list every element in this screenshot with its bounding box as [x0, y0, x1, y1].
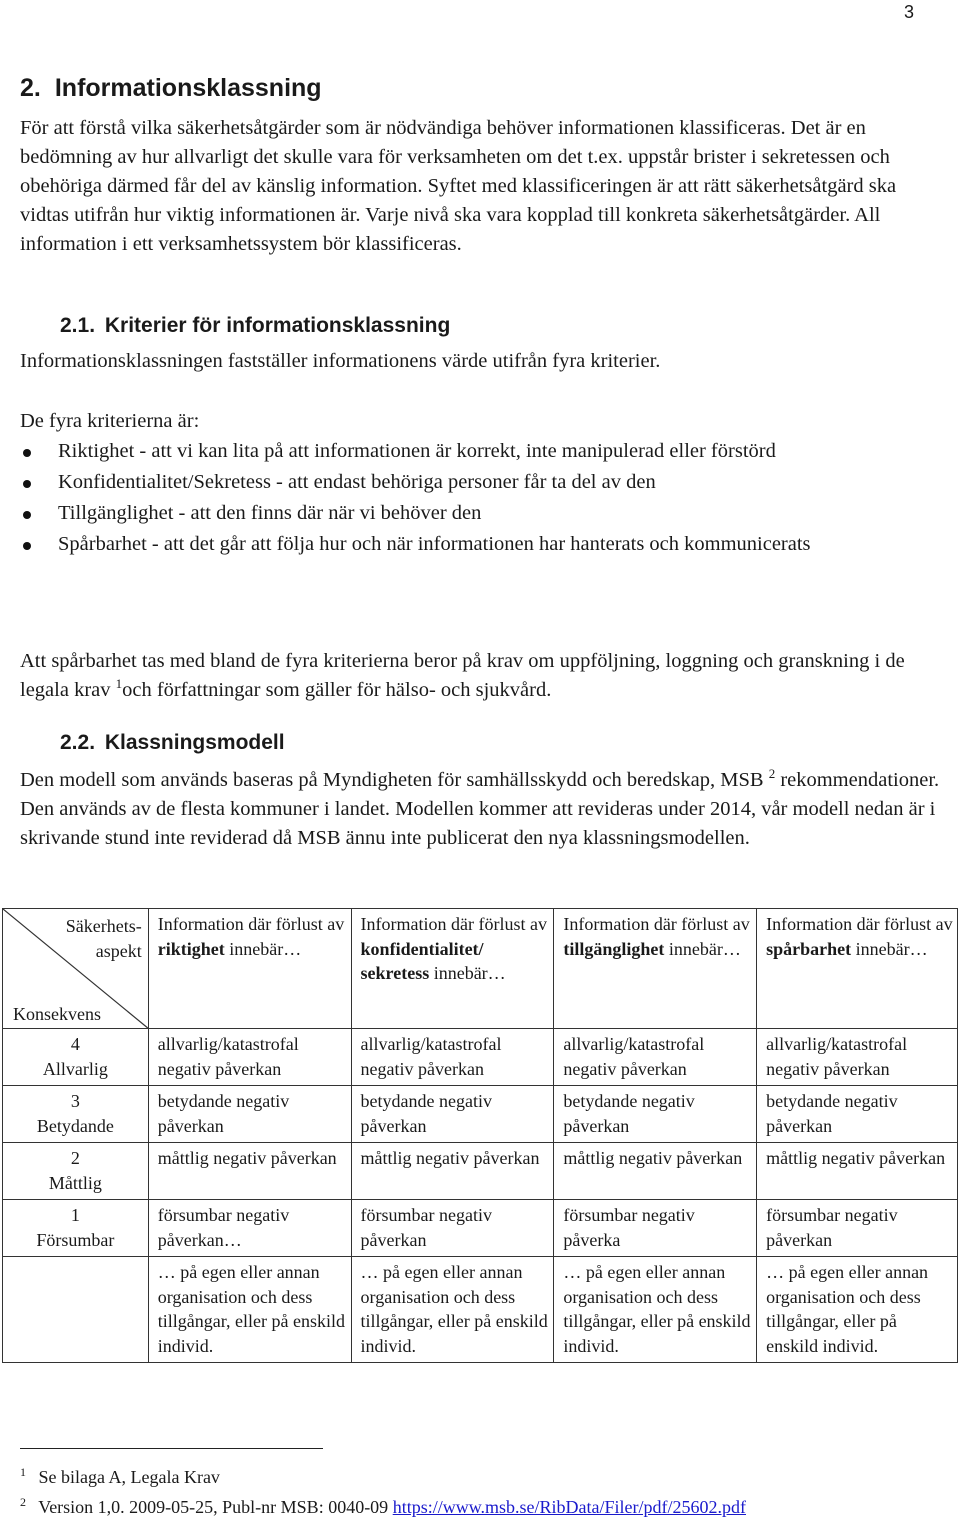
footnote-1: $^1$ Se bilaga A, Legala Krav — [20, 1465, 220, 1487]
footnote-2: $^2$ Version 1,0. 2009-05-25, Publ-nr MSB: 0040-09 https://www.msb.se/RibData/Filer/pdf/25602.pdf — [20, 1495, 746, 1517]
section-2-2-number: 2.2. — [60, 731, 96, 754]
table-cell: allvarlig/katastrofal negativ påverkan — [351, 1029, 554, 1086]
section-2-2-paragraph — [20, 766, 940, 853]
paragraph-text: Den modell som används baseras på Myndigheten för samhällsskydd och beredskap, MSB — [20, 769, 769, 791]
table-cell: försumbar negativ påverka — [554, 1200, 757, 1257]
bullet-icon — [23, 480, 31, 488]
table-cell: betydande negativ påverkan — [351, 1086, 554, 1143]
criteria-text: Konfidentialitet/Sekretess - att endast behöriga personer får ta del av den — [58, 471, 656, 493]
table-row — [3, 1200, 958, 1257]
row-header-level-1: 1 Försumbar — [3, 1200, 149, 1257]
table-cell: försumbar negativ påverkan — [351, 1200, 554, 1257]
table-cell: måttlig negativ påverkan — [554, 1143, 757, 1200]
section-2-1-heading — [60, 314, 450, 338]
footnote-ref-2[interactable]: 2 — [768, 766, 776, 782]
section-2-title: Informationsklassning — [54, 74, 322, 102]
criteria-text: Riktighet - att vi kan lita på att informationen är korrekt, inte manipulerad eller förstörd — [58, 440, 776, 462]
table-cell: måttlig negativ påverkan — [757, 1143, 958, 1200]
table-cell: måttlig negativ påverkan — [148, 1143, 351, 1200]
section-2-paragraph: För att förstå vilka säkerhetsåtgärder som är nödvändiga behöver informationen klassificeras. Det är en bedömning av hur allvarligt det skulle vara för verksamheten om det t.ex. uppstår brister i sekretessen och obehöriga därmed får del av känslig information. Syftet med klassificeringen är att rätt säkerhetsåtgärd ska vidtas utifrån hur viktig informationen är. Varje nivå ska vara kopplad till konkreta säkerhetsåtgärder. All information i ett verksamhetssystem bör klassificeras. — [20, 117, 897, 255]
list-item — [20, 499, 920, 528]
table-row — [3, 1086, 958, 1143]
footnote-ref-1[interactable]: 1 — [115, 676, 123, 692]
bullet-icon — [23, 449, 31, 457]
list-item — [20, 437, 920, 466]
traceability-paragraph — [20, 647, 920, 705]
footnote-separator — [20, 1448, 323, 1449]
table-cell: försumbar negativ påverkan… — [148, 1200, 351, 1257]
row-header-level-4: 4 Allvarlig — [3, 1029, 149, 1086]
paragraph-text: och författningar som gäller för hälso- och sjukvård. — [122, 679, 552, 701]
page-number: 3 — [903, 2, 914, 22]
table-cell: … på egen eller annan organisation och dess tillgångar, eller på enskild individ. — [554, 1257, 757, 1363]
bullet-icon — [23, 511, 31, 519]
table-cell: betydande negativ påverkan — [148, 1086, 351, 1143]
criteria-intro: De fyra kriterierna är: — [20, 410, 200, 432]
criteria-text: Spårbarhet - att det går att följa hur och när informationen har hanterats och kommunicerats — [58, 533, 811, 555]
list-item — [20, 530, 920, 559]
table-cell: … på egen eller annan organisation och dess tillgångar, eller på enskild individ. — [148, 1257, 351, 1363]
table-corner-cell — [3, 909, 149, 1029]
table-row — [3, 1143, 958, 1200]
row-header-level-2: 2 Måttlig — [3, 1143, 149, 1200]
list-item — [20, 468, 920, 497]
criteria-list — [20, 437, 920, 561]
table-cell: måttlig negativ påverkan — [351, 1143, 554, 1200]
table-row — [3, 1257, 958, 1363]
paragraph-text: rekommendationer. Den används av de flesta kommuner i landet. Modellen kommer att revideras under 2014, vår modell nedan är i skrivande stund inte reviderad då MSB ännu inte publicerat den nya klassningsmodellen. — [20, 769, 940, 849]
table-cell: … på egen eller annan organisation och dess tillgångar, eller på enskild individ. — [351, 1257, 554, 1363]
table-cell: försumbar negativ påverkan — [757, 1200, 958, 1257]
footnotes — [20, 1462, 746, 1522]
section-2-2-heading — [60, 731, 285, 755]
table-cell: allvarlig/katastrofal negativ påverkan — [757, 1029, 958, 1086]
table-cell: allvarlig/katastrofal negativ påverkan — [148, 1029, 351, 1086]
corner-aspect-label: Säkerhets- aspekt — [65, 916, 142, 961]
paragraph-text: Att spårbarhet tas med bland de fyra kriterierna beror på krav om uppföljning, loggning och granskning i de legala krav — [20, 650, 905, 701]
column-header-traceability: Information där förlust av spårbarhet innebär… — [757, 909, 958, 1029]
table-header-row — [3, 909, 958, 1029]
section-2-1-number: 2.1. — [60, 314, 96, 337]
section-2-1-paragraph: Informationsklassningen fastställer informationens värde utifrån fyra kriterier. — [20, 350, 661, 372]
column-header-confidentiality: Information där förlust av konfidentialitet/ sekretess innebär… — [351, 909, 554, 1029]
bullet-icon — [23, 542, 31, 550]
table-cell: betydande negativ påverkan — [554, 1086, 757, 1143]
column-header-integrity: Information där förlust av riktighet innebär… — [148, 909, 351, 1029]
table-cell: … på egen eller annan organisation och dess tillgångar, eller på enskild individ. — [757, 1257, 958, 1363]
section-2-1-title: Kriterier för informationsklassning — [104, 314, 451, 337]
table-cell: betydande negativ påverkan — [757, 1086, 958, 1143]
corner-consequence-label: Konsekvens — [13, 1003, 101, 1024]
table-row — [3, 1029, 958, 1086]
criteria-text: Tillgänglighet - att den finns där när vi behöver den — [58, 502, 482, 524]
row-header-level-3: 3 Betydande — [3, 1086, 149, 1143]
section-2-number: 2. — [20, 74, 41, 102]
table-cell: allvarlig/katastrofal negativ påverkan — [554, 1029, 757, 1086]
section-2-2-title: Klassningsmodell — [104, 731, 285, 754]
column-header-availability: Information där förlust av tillgänglighet innebär… — [554, 909, 757, 1029]
classification-table — [2, 908, 958, 1363]
row-header-empty — [3, 1257, 149, 1363]
msb-pdf-link[interactable]: https://www.msb.se/RibData/Filer/pdf/25602.pdf — [392, 1497, 746, 1517]
section-2-heading — [20, 74, 322, 103]
